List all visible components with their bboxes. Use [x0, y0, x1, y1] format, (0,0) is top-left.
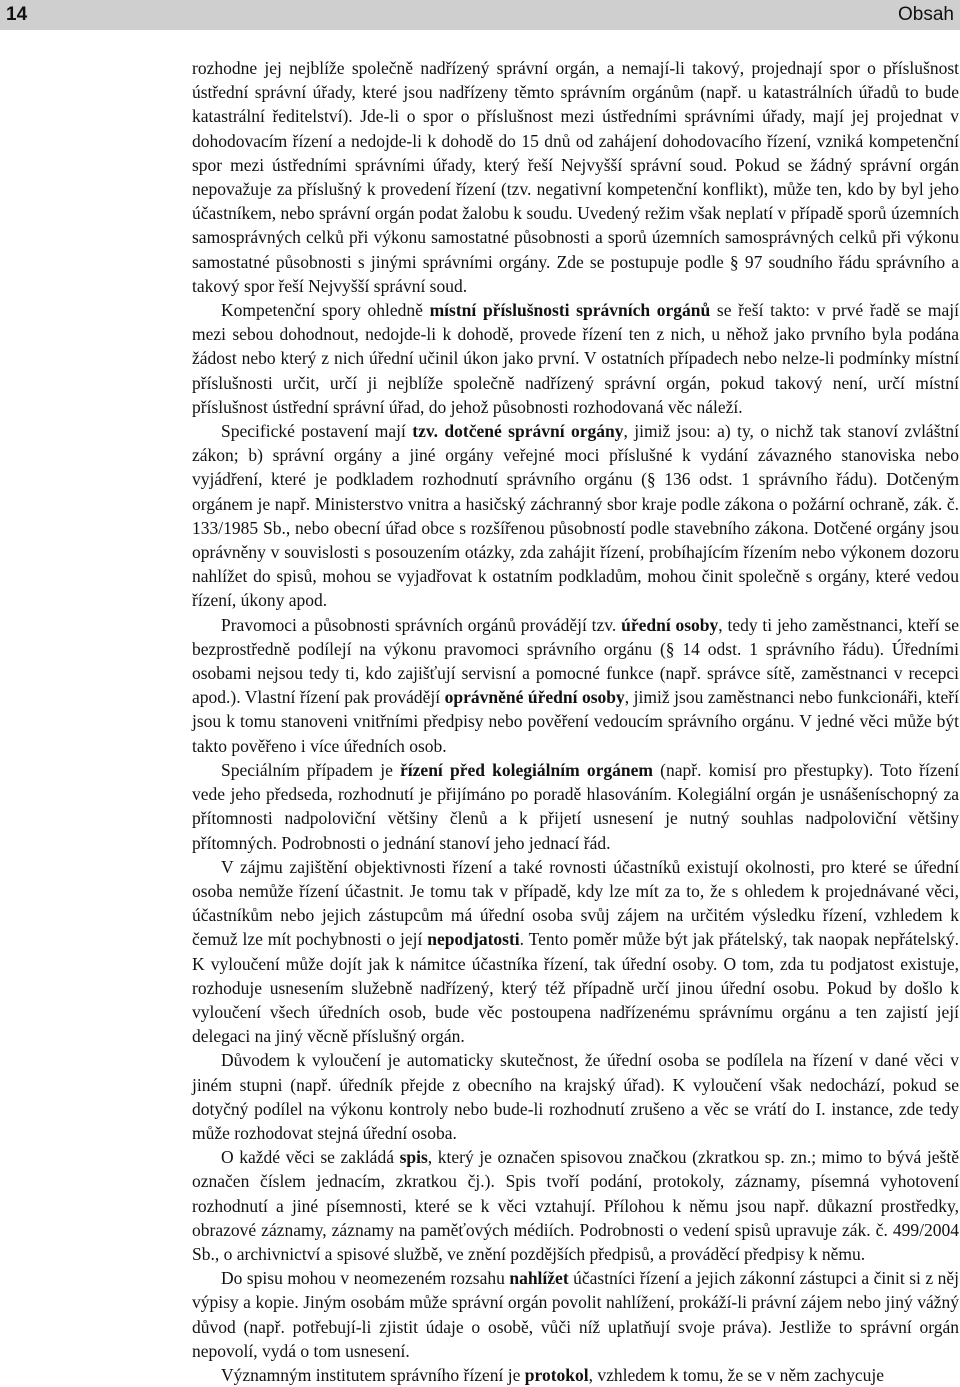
bold-term: nahlížet — [509, 1268, 569, 1289]
text-run: Kompetenční spory ohledně — [221, 300, 430, 321]
text-run: se řeší takto: v prvé řadě se mají mezi sebou dohodnout, nedojde-li k dohodě, provede řízení ten z nich, u něhož jako prvního byla podána žádost nebo který z nich úřední učinil úkon jako první. V ostatních případech nebo nelze-li podmínky místní příslušnosti určit, určí ji nejblíže společně nadřízený správní orgán, pokud takový není, určí místní příslušnost ústřední správní úřad, do jehož působnosti rozhodovaná věc náleží. — [192, 300, 959, 417]
text-run: V zájmu zajištění objektivnosti řízení a také rovnosti účastníků existují okolnosti, pro které se úřední osoba nemůže řízení účastnit. Je tomu tak v případě, kdy lze mít za to, že s ohledem k projednávané věci, účastníkům nebo jejich zástupcům má úřední osoba svůj zájem na určitém výsledku řízení, vzhledem k čemuž lze mít pochybnosti o její — [192, 856, 959, 950]
text-run: účastníci řízení a jejich zákonní zástupci a činit si z něj výpisy a kopie. Jiným osobám může správní orgán povolit nahlížení, prokáží-li právní zájem nebo jiný vážný důvod (např. potřebují-li zjistit údaje o osobě, vůči níž uplatňují svoje práva). Jestliže to správní orgán nepovolí, vydá o tom usnesení. — [192, 1268, 959, 1361]
paragraph — [192, 1363, 959, 1387]
text-run: O každé věci se zakládá — [221, 1147, 400, 1168]
bold-term: nepodjatosti — [427, 929, 520, 950]
text-run: Speciálním případem je — [221, 759, 401, 780]
section-title: Obsah — [898, 4, 954, 25]
bold-term: oprávněné úřední osoby — [444, 687, 625, 708]
text-run: , jimiž jsou zaměstnanci nebo funkcionáři, kteří jsou k tomu stanoveni vnitřními předpisy nebo pověření vedoucím správního orgánu. V jedné věci může být takto pověřeno i více úředních osob. — [192, 687, 959, 756]
page-header — [0, 0, 960, 30]
page-number: 14 — [6, 4, 28, 25]
text-run: . Tento poměr může být jak přátelský, tak naopak nepřátelský. K vyloučení může dojít jak k námitce účastníka řízení, tak úřední osoby. O tom, zda tu podjatost existuje, rozhoduje usnesením služebně nadřízený, který též případně určí jinou úřední osobu. Pokud by došlo k vyloučení všech úředních osob, bude věc postoupena nadřízenému správnímu orgánu a ten zajistí její delegaci na jiný věcně příslušný orgán. — [192, 929, 959, 1047]
paragraph — [192, 613, 959, 758]
text-run: , jimiž jsou: a) ty, o nichž tak stanoví zvláštní zákon; b) správní orgány a jiné orgány veřejné moci příslušné k vydání závazného stanoviska nebo vyjádření, které je podkladem rozhodnutí správního orgánu (§ 136 odst. 1 správního řádu). Dotčeným orgánem je např. Ministerstvo vnitra a hasičský záchranný sbor kraje podle zákona o požární ochraně, zák. č. 133/1985 Sb., nebo obecní úřad obce s rozšířenou působností podle stavebního zákona. Dotčené orgány jsou oprávněny v souvislosti s posouzením otázky, zda zahájit řízení, probíhajícím řízením nebo výkonem dozoru nahlížet do spisů, mohou se vyjadřovat k ostatním podkladům, mohou činit společně s orgány, které vedou řízení, úkony apod. — [192, 421, 959, 611]
text-run: Do spisu mohou v neomezeném rozsahu — [221, 1268, 510, 1289]
paragraph — [192, 1266, 959, 1363]
paragraph — [192, 298, 959, 419]
text-run: Pravomoci a působnosti správních orgánů provádějí tzv. — [221, 614, 622, 635]
text-run: rozhodne jej nejblíže společně nadřízený správní orgán, a nemají-li takový, projednají spor o příslušnost ústřední správní úřady, které jsou nadřízeny těmto správním orgánům (např. u katastrálních úřadů to bude katastrální ředitelství). Jde-li o spor o příslušnost mezi ústředními správními úřady, mají jej projednat v dohodovacím řízení a nedojde-li k dohodě do 15 dnů od zahájení dohodovacího řízení, vzniká kompetenční spor mezi ústředními správními úřady, který řeší Nejvyšší správní soud. Pokud se žádný správní orgán nepovažuje za příslušný k provedení řízení (tzv. negativní kompetenční konflikt), může ten, kdo by byl jeho účastníkem, nebo správní orgán podat žalobu k soudu. Uvedený režim však neplatí v případě sporů územních samosprávných celků při výkonu samostatné působnosti a sporů územních samosprávných celků při výkonu samostatné působnosti s jinými správními orgány. Zde se postupuje podle § 97 soudního řádu správního a takový spor řeší Nejvyšší správní soud. — [192, 58, 959, 296]
paragraph — [192, 1048, 959, 1145]
text-run: Specifické postavení mají — [221, 421, 413, 442]
paragraph — [192, 56, 959, 298]
text-run: , který je označen spisovou značkou (zkratkou sp. zn.; mimo to bývá ještě označen číslem jednacím, zkratkou čj.). Spis tvoří podání, protokoly, záznamy, písemná vyhotovení rozhodnutí a jiné písemnosti, které se k věci vztahují. Přílohou k němu jsou např. důkazní prostředky, obrazové záznamy, záznamy na paměťových médiích. Podrobnosti o vedení spisů upravuje zák. č. 499/2004 Sb., o archivnictví a spisové službě, ve znění pozdějších předpisů, a prováděcí předpisy k němu. — [192, 1147, 959, 1264]
text-run: , tedy ti jeho zaměstnanci, kteří se bezprostředně podílejí na výkonu pravomoci správního orgánu (§ 14 odst. 1 správního řádu). Úředními osobami nejsou tedy ti, kdo zajišťují servisní a pomocné funkce (např. správce sítě, zaměstnanci v recepci apod.). Vlastní řízení pak provádějí — [192, 614, 959, 708]
text-run: Významným institutem správního řízení je — [221, 1364, 525, 1385]
bold-term: úřední osoby — [621, 614, 719, 635]
text-run: (např. komisí pro přestupky). Toto řízení vede jeho předseda, rozhodnutí je přijímáno po poradě hlasováním. Kolegiální orgán je usnášeníschopný za přítomnosti nadpoloviční většiny členů a k přijetí usnesení je nutný souhlas nadpoloviční většiny přítomných. Podrobnosti o jednání stanoví jeho jednací řád. — [192, 759, 959, 853]
bold-term: protokol — [524, 1364, 589, 1385]
bold-term: řízení před kolegiálním orgánem — [400, 759, 653, 780]
bold-term: tzv. dotčené správní orgány — [412, 421, 624, 442]
document-body — [192, 56, 959, 1387]
text-run: , vzhledem k tomu, že se v něm zachycuje — [588, 1364, 885, 1385]
paragraph — [192, 758, 959, 855]
bold-term: spis — [399, 1147, 428, 1168]
paragraph — [192, 1145, 959, 1266]
bold-term: místní příslušnosti správních orgánů — [429, 300, 711, 321]
text-run: Důvodem k vyloučení je automaticky skutečnost, že úřední osoba se podílela na řízení v dané věci v jiném stupni (např. úředník přejde z obecního na krajský úřad). K vyloučení však nedochází, pokud se dotyčný podílel na výkonu kontroly nebo bude-li rozhodnutí zrušeno a věc se vrátí do I. instance, zde tedy může rozhodovat stejná úřední osoba. — [192, 1050, 959, 1143]
paragraph — [192, 855, 959, 1049]
paragraph — [192, 419, 959, 613]
